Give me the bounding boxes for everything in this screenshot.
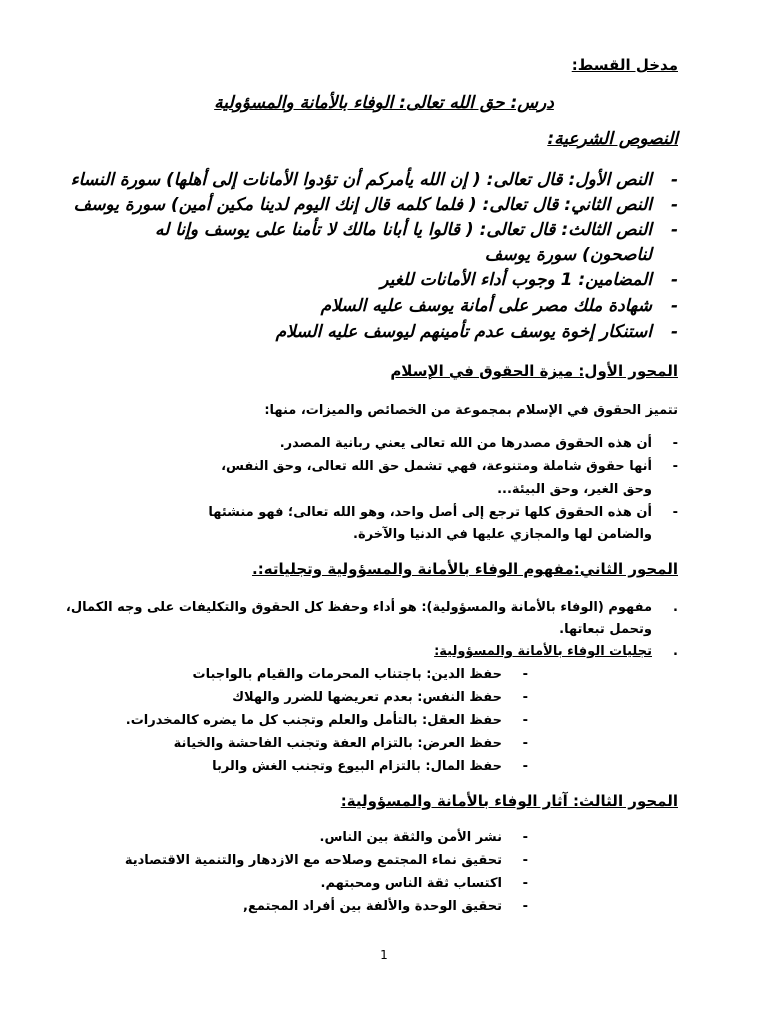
axis1-item-1: أن هذه الحقوق مصدرها من الله تعالى يعني ربانية المصدر.: [279, 436, 652, 451]
contents-3: استنكار إخوة يوسف عدم تأمينهم ليوسف عليه السلام: [275, 322, 652, 342]
axis1-item-3: أن هذه الحقوق كلها ترجع إلى أصل واحد، وهو الله تعالى؛ فهو منشئها: [208, 505, 652, 520]
dash-bullet: -: [670, 296, 678, 316]
page-number: 1: [380, 948, 388, 962]
dash-bullet: -: [522, 759, 528, 774]
dash-bullet: -: [670, 322, 678, 342]
axis3-item-3: اكتساب ثقة الناس ومحبتهم.: [320, 876, 502, 891]
axis1-item-3-cont: والضامن لها والمجازي عليها في الدنيا والآخرة.: [353, 527, 652, 542]
dot-bullet: .: [673, 644, 678, 659]
dash-bullet: -: [522, 899, 528, 914]
texts-heading: النصوص الشرعية:: [547, 129, 678, 149]
axis2-item-1: حفظ الدين: باجتناب المحرمات والقيام بالواجبات: [192, 667, 502, 682]
dash-bullet: -: [522, 830, 528, 845]
dash-bullet: -: [522, 667, 528, 682]
axis2-item-5: حفظ المال: بالتزام البيوع وتجنب الغش والربا: [212, 759, 502, 774]
axis2-concept: مفهوم (الوفاء بالأمانة والمسؤولية): هو أداء وحفظ كل الحقوق والتكليفات على وجه الكمال،: [65, 600, 652, 615]
axis3-item-2: تحقيق نماء المجتمع وصلاحه مع الازدهار والتنمية الاقتصادية: [124, 853, 502, 868]
contents-1: المضامين: 1 وجوب أداء الأمانات للغير: [380, 270, 652, 290]
text-2: النص الثاني: قال تعالى: ( فلما كلمه قال إنك اليوم لدينا مكين أمين) سورة يوسف: [73, 195, 652, 215]
axis1-title: المحور الأول: ميزة الحقوق في الإسلام: [390, 362, 678, 380]
axis2-item-3: حفظ العقل: بالتأمل والعلم وتجنب كل ما يضره كالمخدرات.: [125, 713, 502, 728]
dash-bullet: -: [672, 436, 678, 451]
axis1-item-2-cont: وحق الغير، وحق البيئة...: [497, 482, 652, 497]
axis1-intro: تتميز الحقوق في الإسلام بمجموعة من الخصائص والميزات، منها:: [264, 403, 678, 418]
axis3-item-4: تحقيق الوحدة والألفة بين أفراد المجتمع,: [243, 899, 502, 914]
dash-bullet: -: [522, 736, 528, 751]
lesson-title: درس: حق الله تعالى: الوفاء بالأمانة والمسؤولية: [214, 93, 554, 113]
axis3-title: المحور الثالث: آثار الوفاء بالأمانة والمسؤولية:: [340, 792, 678, 810]
dot-bullet: .: [673, 600, 678, 615]
dash-bullet: -: [522, 713, 528, 728]
axis2-item-4: حفظ العرض: بالتزام العفة وتجنب الفاحشة والخيانة: [173, 736, 502, 751]
text-1: النص الأول: قال تعالى: ( إن الله يأمركم أن تؤدوا الأمانات إلى أهلها) سورة النساء: [70, 170, 652, 190]
dash-bullet: -: [670, 270, 678, 290]
dash-bullet: -: [670, 170, 678, 190]
axis2-title: المحور الثاني:مفهوم الوفاء بالأمانة والمسؤولية وتجلياته:.: [252, 560, 678, 578]
axis2-manifest: تجليات الوفاء بالأمانة والمسؤولية:: [434, 644, 652, 659]
text-3-cont: لناصحون) سورة يوسف: [484, 245, 652, 265]
dash-bullet: -: [670, 220, 678, 240]
dash-bullet: -: [522, 876, 528, 891]
dash-bullet: -: [672, 459, 678, 474]
axis2-concept-cont: وتحمل تبعاتها.: [559, 622, 652, 637]
axis3-item-1: نشر الأمن والثقة بين الناس.: [319, 830, 502, 845]
dash-bullet: -: [522, 853, 528, 868]
text-3: النص الثالث: قال تعالى: ( قالوا يا أبانا مالك لا تأمنا على يوسف وإنا له: [155, 220, 652, 240]
axis2-item-2: حفظ النفس: بعدم تعريضها للضرر والهلاك: [232, 690, 502, 705]
dash-bullet: -: [522, 690, 528, 705]
axis1-item-2: أنها حقوق شاملة ومتنوعة، فهي تشمل حق الله تعالى، وحق النفس،: [221, 459, 652, 474]
dash-bullet: -: [672, 505, 678, 520]
dash-bullet: -: [670, 195, 678, 215]
contents-2: شهادة ملك مصر على أمانة يوسف عليه السلام: [320, 296, 652, 316]
section-heading: مدخل القسط:: [571, 56, 678, 74]
